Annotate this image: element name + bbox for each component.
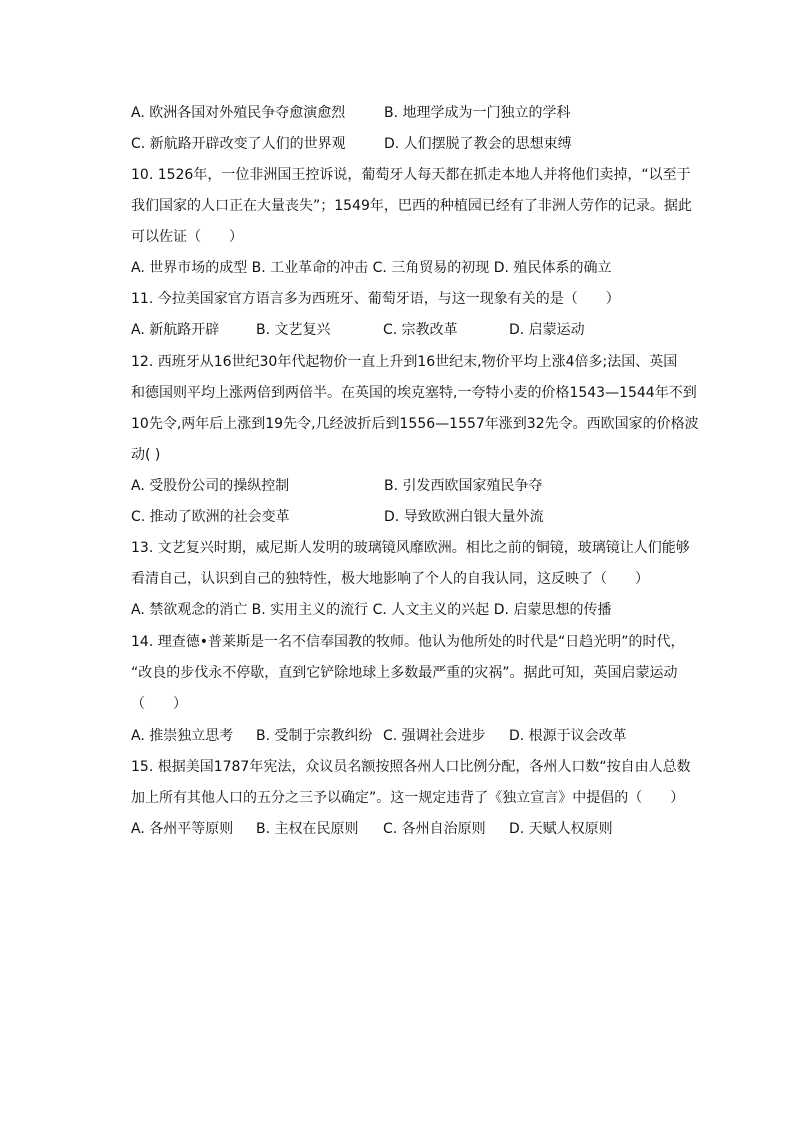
q11-option-a: A. 新航路开辟 [131, 322, 220, 338]
q15-stem-line-1: 15. 根据美国1787年宪法，众议员名额按照各州人口比例分配，各州人口数“按自由人总数 [131, 759, 691, 775]
q10-stem-line-3: 可以佐证（ ） [131, 229, 243, 245]
q14-option-a: A. 推崇独立思考 [131, 728, 234, 744]
q15-option-d: D. 天赋人权原则 [509, 821, 613, 837]
q13-stem-line-2: 看清自己，认识到自己的独特性，极大地影响了个人的自我认同，这反映了（ ） [131, 571, 649, 587]
q14-stem-line-1: 14. 理查德•普莱斯是一名不信奉国教的牧师。他认为他所处的时代是“日趋光明”的时代， [131, 634, 685, 650]
q9-option-d: D. 人们摆脱了教会的思想束缚 [384, 136, 572, 152]
q10-stem-line-1: 10. 1526年，一位非洲国王控诉说，葡萄牙人每天都在抓走本地人并将他们卖掉，“以至于 [131, 167, 691, 183]
q11-option-c: C. 宗教改革 [383, 322, 458, 338]
q15-stem-line-2: 加上所有其他人口的五分之三予以确定”。这一规定违背了《独立宣言》中提倡的（ ） [131, 790, 685, 806]
q9-option-a: A. 欧洲各国对外殖民争夺愈演愈烈 [131, 105, 346, 121]
q12-stem-line-2: 和德国则平均上涨两倍到两倍半。在英国的埃克塞特,一夸特小麦的价格1543—1544年不到 [131, 385, 697, 401]
q12-option-b: B. 引发西欧国家殖民争夺 [384, 478, 543, 494]
q9-option-c: C. 新航路开辟改变了人们的世界观 [131, 136, 346, 152]
q15-option-a: A. 各州平等原则 [131, 821, 234, 837]
q14-option-d: D. 根源于议会改革 [509, 728, 627, 744]
q14-option-c: C. 强调社会进步 [383, 728, 486, 744]
q11-option-b: B. 文艺复兴 [256, 322, 331, 338]
q13-stem-line-1: 13. 文艺复兴时期，威尼斯人发明的玻璃镜风靡欧洲。相比之前的铜镜，玻璃镜让人们能够 [131, 540, 690, 556]
q12-stem-line-1: 12. 西班牙从16世纪30年代起物价一直上升到16世纪末,物价平均上涨4倍多;法国、英国 [131, 354, 678, 370]
q10-stem-line-2: 我们国家的人口正在大量丧失”；1549年，巴西的种植园已经有了非洲人劳作的记录。据此 [131, 198, 692, 214]
q12-option-c: C. 推动了欧洲的社会变革 [131, 509, 290, 525]
q15-option-c: C. 各州自治原则 [383, 821, 486, 837]
q11-option-d: D. 启蒙运动 [509, 322, 585, 338]
q14-stem-line-2: “改良的步伐永不停歇，直到它铲除地球上多数最严重的灾祸”。据此可知，英国启蒙运动 [131, 665, 678, 681]
q12-stem-line-4: 动( ) [131, 447, 161, 463]
q9-option-b: B. 地理学成为一门独立的学科 [384, 105, 571, 121]
q11-stem-line-1: 11. 今拉美国家官方语言多为西班牙、葡萄牙语，与这一现象有关的是（ ） [131, 291, 620, 307]
q14-option-b: B. 受制于宗教纠纷 [256, 728, 373, 744]
q15-option-b: B. 主权在民原则 [256, 821, 359, 837]
q13-options: A. 禁欲观念的消亡 B. 实用主义的流行 C. 人文主义的兴起 D. 启蒙思想的传播 [131, 602, 612, 618]
q12-stem-line-3: 10先令,两年后上涨到19先令,几经波折后到1556—1557年涨到32先令。西欧国家的价格波 [131, 416, 699, 432]
q12-option-a: A. 受股份公司的操纵控制 [131, 478, 290, 494]
q12-option-d: D. 导致欧洲白银大量外流 [384, 509, 544, 525]
q10-options: A. 世界市场的成型 B. 工业革命的冲击 C. 三角贸易的初现 D. 殖民体系的确立 [131, 260, 612, 276]
q14-stem-line-3: （ ） [131, 696, 187, 712]
